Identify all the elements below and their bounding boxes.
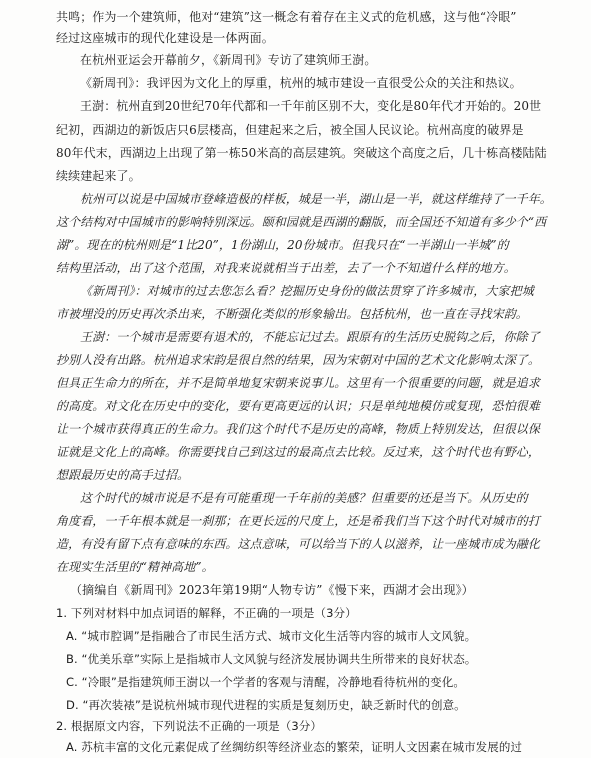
source-citation: （摘编自《新周刊》2023年第19期“人物专访”《慢下来，西湖才会出现》） <box>70 583 474 597</box>
text-line: 续续建起来了。 <box>56 169 141 183</box>
text-line: 80年代末，西湖边上出现了第一栋50米高的高层建筑。突破这个高度之后，几十栋高楼陆陆 <box>56 146 547 160</box>
text-line: 的高度。对文化在历史中的变化，要有更高更远的认识；只是单纯地模仿或复现，恐怕很难 <box>56 399 541 413</box>
text-line: 但具正生命力的所在，并不是简单地复宋朝来说事儿。这里有一个很重要的问题，就是追求 <box>56 376 541 390</box>
text-line: 这个结构对中国城市的影响特别深远。颐和园就是西湖的翻版，而全国还不知道有多少个“西 <box>56 215 547 229</box>
question-stem: 2. 根据原文内容，下列说法不正确的一项是（3分） <box>56 719 322 733</box>
answer-option: C. “冷眼”是指建筑师王澍以一个学者的客观与清醒，冷静地看待杭州的变化。 <box>66 675 465 689</box>
answer-option: B. “优美乐章”实际上是指城市人文风貌与经济发展协调共生所带来的良好状态。 <box>66 652 477 666</box>
text-line: 在杭州亚运会开幕前夕，《新周刊》专访了建筑师王澍。 <box>80 53 377 67</box>
text-line: 造，有没有留下点有意味的东西。这点意味，可以给当下的人以滋养，让一座城市成为融化 <box>56 537 541 551</box>
question-stem: 1. 下列对材料中加点词语的解释，不正确的一项是（3分） <box>56 606 357 620</box>
text-line: 纪初，西湖边的新饭店只6层楼高，但建起来之后，被全国人民议论。杭州高度的破界是 <box>56 123 524 137</box>
text-line: 抄别人没有出路。杭州追求宋韵是很自然的结果，因为宋朝对中国的艺术文化影响太深了。 <box>56 353 541 367</box>
text-line: 角度看，一千年根本就是一刹那；在更长远的尺度上，还是希我们当下这个时代对城市的打 <box>56 514 541 528</box>
text-line: 证就是文化上的高峰。你需要找自己到这过的最高点去比较。反过来，这个时代也有野心， <box>56 445 541 459</box>
text-line: 湖”。现在的杭州则是“1比20”，1份湖山，20份城市。但我只在“一半湖山一半城”的 <box>56 238 509 252</box>
answer-option: A. 苏杭丰富的文化元素促成了丝绸纺织等经济业态的繁荣，证明人文因素在城市发展的过 <box>66 740 523 754</box>
text-line: 共鸣；作为一个建筑师，他对“建筑”这一概念有着存在主义式的危机感，这与他“冷眼” <box>56 10 517 24</box>
answer-option: D. “再次装裱”是说杭州城市现代进程的实质是复刻历史，缺乏新时代的创意。 <box>66 698 466 712</box>
text-line: 《新周刊》：我评因为文化上的厚重，杭州的城市建设一直很受公众的关注和热议。 <box>80 76 522 90</box>
text-line: 市被埋没的历史再次杀出来，不断强化类似的形象输出。包括杭州，也一直在寻找宋韵。 <box>56 307 528 321</box>
text-line: 想跟最历史的高手过招。 <box>56 468 190 482</box>
text-line: 让一个城市获得真正的生命力。我们这个时代不是历史的高峰，物质上特别发达，但很以保 <box>56 422 541 436</box>
text-line: 王澍：杭州直到20世纪70年代都和一千年前区别不大，变化是80年代才开始的。20世 <box>80 99 542 113</box>
text-line: 王澍：一个城市是需要有退术的，不能忘记过去。跟原有的生活历史脱钩之后，你除了 <box>80 330 540 344</box>
text-line: 结构里活动，出了这个范围，对我来说就相当于出差，去了一个不知道什么样的地方。 <box>56 261 516 275</box>
answer-option: A. “城市腔调”是指融合了市民生活方式、城市文化生活等内容的城市人文风貌。 <box>66 629 477 643</box>
text-line: 这个时代的城市说是不是有可能重现一千年前的美感？但重要的还是当下。从历史的 <box>80 491 528 505</box>
text-line: 在现实生活里的“精神高地”。 <box>56 560 214 574</box>
text-line: 《新周刊》：对城市的过去您怎么看？挖掘历史身份的做法贯穿了许多城市，大家把城 <box>80 284 534 298</box>
text-line: 杭州可以说是中国城市登峰造极的样板，城是一半，湖山是一半，就这样维持了一千年。 <box>80 192 552 206</box>
text-line: 经过这座城市的现代化建设是一体两面。 <box>56 31 274 45</box>
